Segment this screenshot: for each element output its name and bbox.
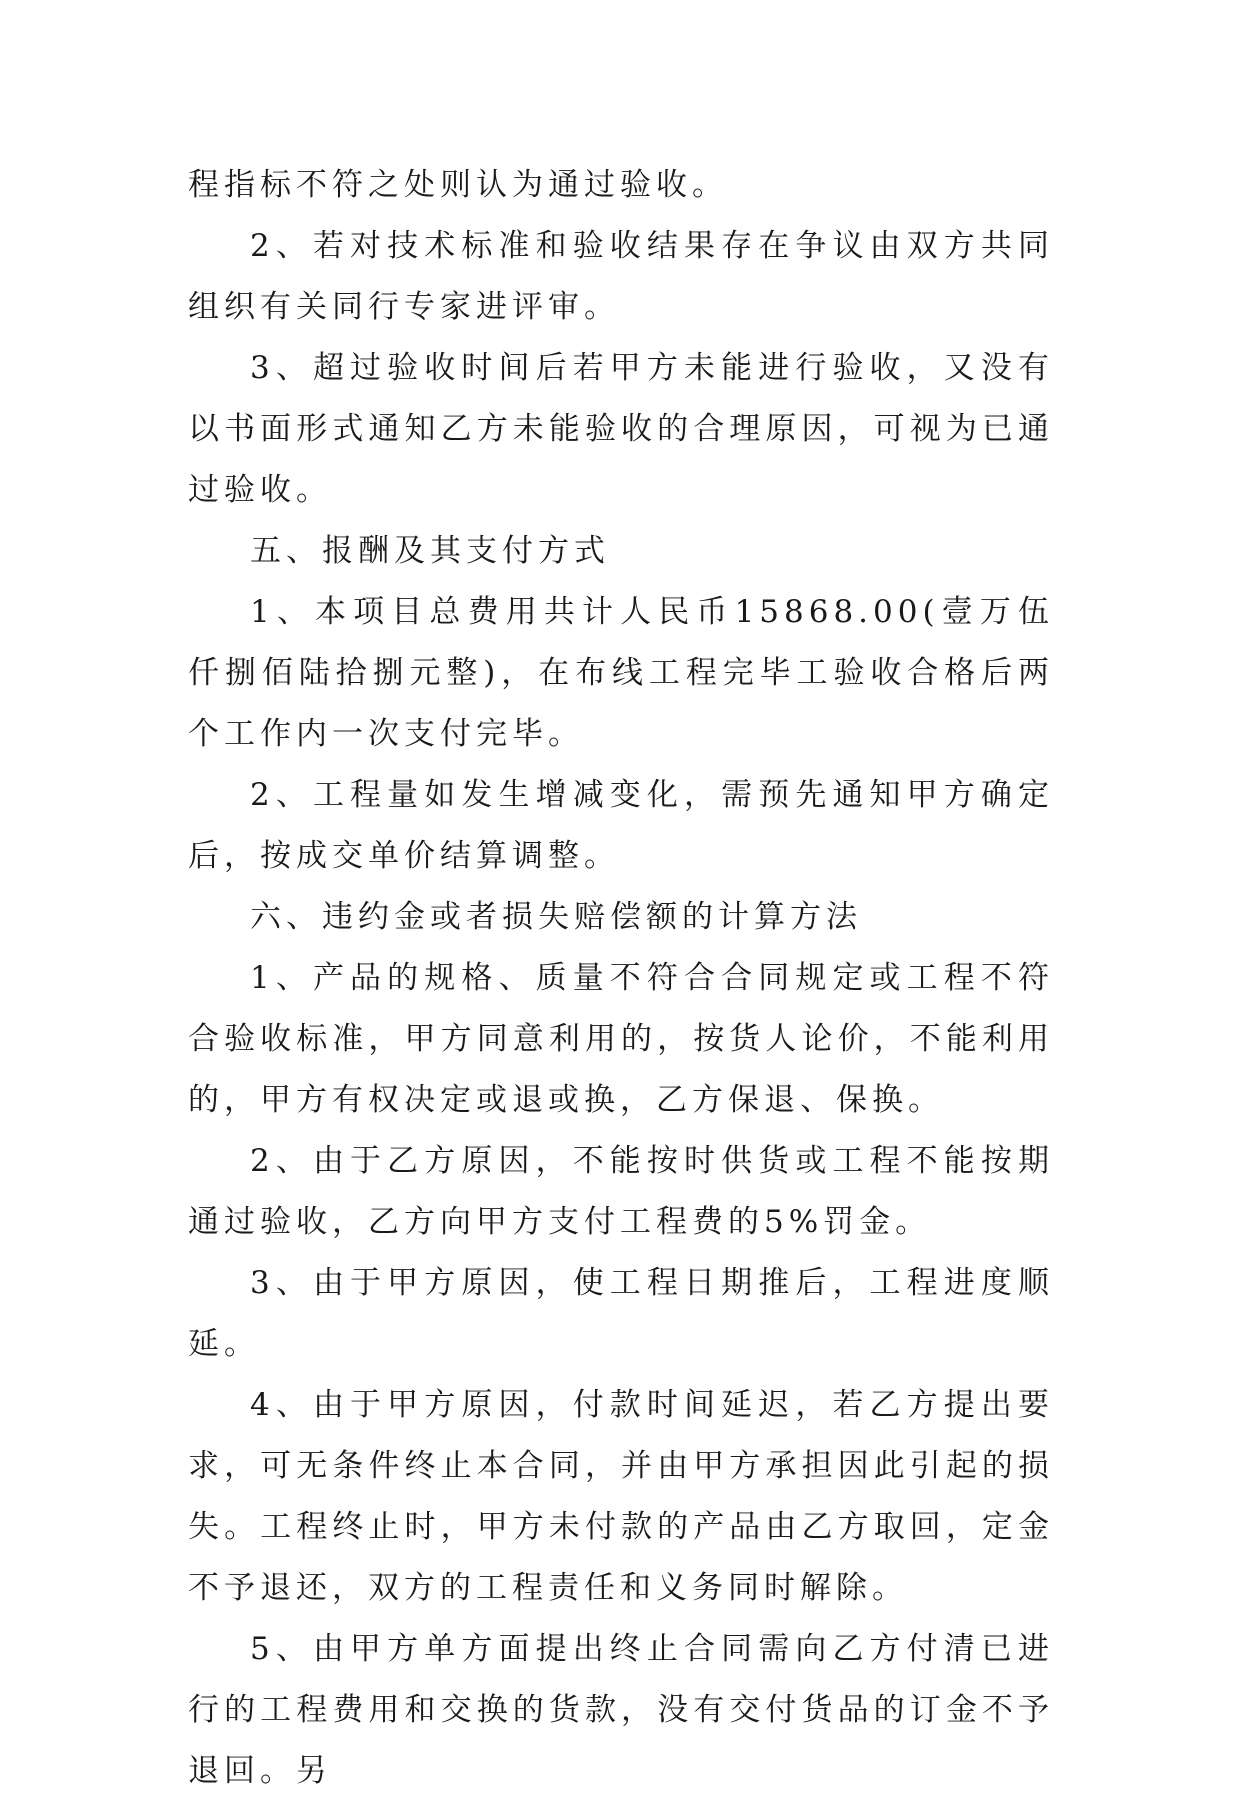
paragraph-continuation: 程指标不符之处则认为通过验收。 xyxy=(188,167,728,203)
paragraph-clause-6-2: 2、由于乙方原因，不能按时供货或工程不能按期通过验收，乙方向甲方支付工程费的5%罚金。 xyxy=(188,1143,1054,1240)
document-page xyxy=(188,155,1054,1802)
paragraph-clause-6-5: 5、由甲方单方面提出终止合同需向乙方付清已进行的工程费用和交换的货款，没有交付货品的订金不予退回。另 xyxy=(188,1631,1054,1789)
paragraph-clause-6-4: 4、由于甲方原因，付款时间延迟，若乙方提出要求，可无条件终止本合同，并由甲方承担因此引起的损失。工程终止时，甲方未付款的产品由乙方取回，定金不予退还，双方的工程责任和义务同时解除。 xyxy=(188,1387,1054,1606)
paragraph-clause-4-3: 3、超过验收时间后若甲方未能进行验收，又没有以书面形式通知乙方未能验收的合理原因，可视为已通过验收。 xyxy=(188,350,1054,508)
section-heading-penalty: 六、违约金或者损失赔偿额的计算方法 xyxy=(250,899,862,935)
paragraph-clause-6-1: 1、产品的规格、质量不符合合同规定或工程不符合验收标准，甲方同意利用的，按货人论价，不能利用的，甲方有权决定或退或换，乙方保退、保换。 xyxy=(188,960,1054,1118)
section-heading-payment: 五、报酬及其支付方式 xyxy=(250,533,610,569)
paragraph-clause-5-2: 2、工程量如发生增减变化，需预先通知甲方确定后，按成交单价结算调整。 xyxy=(188,777,1054,874)
paragraph-clause-4-2: 2、若对技术标准和验收结果存在争议由双方共同组织有关同行专家进评审。 xyxy=(188,228,1054,325)
paragraph-clause-6-3: 3、由于甲方原因，使工程日期推后，工程进度顺延。 xyxy=(188,1265,1054,1362)
paragraph-clause-5-1: 1、本项目总费用共计人民币15868.00(壹万伍仟捌佰陆拾捌元整)，在布线工程完毕工验收合格后两个工作内一次支付完毕。 xyxy=(188,594,1054,752)
